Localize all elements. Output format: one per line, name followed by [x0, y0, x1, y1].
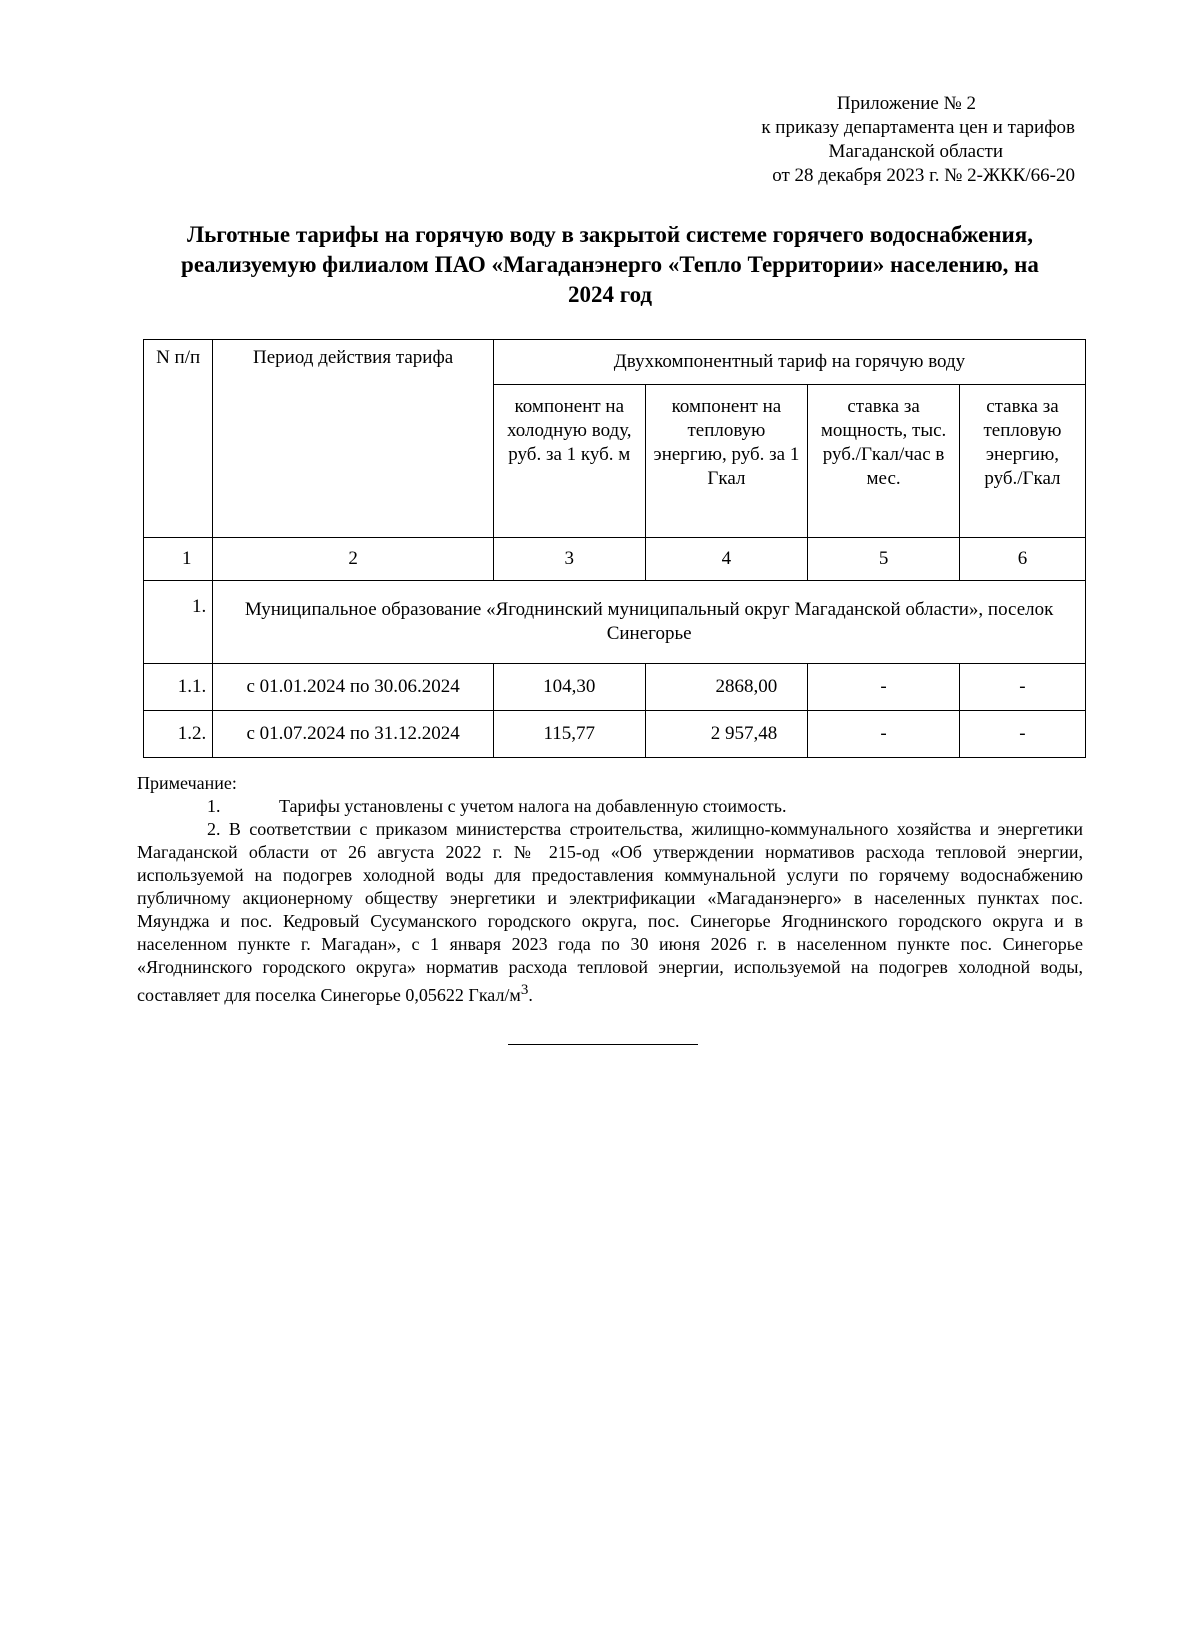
notes-label: Примечание:: [137, 773, 237, 793]
note-item-2-superscript: 3: [520, 982, 529, 998]
appendix-line-3: Магаданской области: [828, 141, 1003, 162]
section-title: Муниципальное образование «Ягоднинский муниципальный округ Магаданской области», поселок Синегорье: [213, 581, 1086, 664]
row-cold-water-value: 115,77: [493, 711, 645, 758]
note-item-2-end: .: [528, 985, 533, 1005]
column-number: 5: [808, 538, 960, 581]
column-number: 2: [213, 538, 494, 581]
row-number: 1.1.: [144, 664, 213, 711]
column-number: 6: [959, 538, 1085, 581]
header-energy-rate: ставка за тепловую энергию, руб./Гкал: [959, 385, 1085, 538]
note-item-1: [137, 795, 1083, 818]
row-energy-rate-value: -: [959, 711, 1085, 758]
row-period: с 01.01.2024 по 30.06.2024: [213, 664, 494, 711]
header-cold-water: компонент на холодную воду, руб. за 1 куб. м: [493, 385, 645, 538]
column-number: 1: [144, 538, 213, 581]
header-capacity-rate: ставка за мощность, тыс. руб./Гкал/час в мес.: [808, 385, 960, 538]
header-num: N п/п: [144, 340, 213, 538]
notes-section: [137, 772, 1083, 1007]
closing-rule: [508, 1044, 698, 1045]
row-capacity-rate-value: -: [808, 664, 960, 711]
row-period: с 01.07.2024 по 31.12.2024: [213, 711, 494, 758]
appendix-line-4: от 28 декабря 2023 г. № 2-ЖКК/66-20: [772, 165, 1075, 186]
row-number: 1.2.: [144, 711, 213, 758]
appendix-line-2: к приказу департамента цен и тарифов: [761, 117, 1075, 138]
row-energy-rate-value: -: [959, 664, 1085, 711]
row-heat-energy-value: 2868,00: [645, 664, 808, 711]
column-number: 4: [645, 538, 808, 581]
section-row: [144, 581, 1086, 664]
document-title: Льготные тарифы на горячую воду в закрытой системе горячего водоснабжения, реализуемую филиалом ПАО «Магаданэнерго «Тепло Территории» населению, на 2024 год: [181, 222, 1039, 307]
tariff-table: [143, 339, 1086, 758]
column-number: 3: [493, 538, 645, 581]
note-item-1-number: 1.: [207, 796, 221, 816]
header-heat-energy: компонент на тепловую энергию, руб. за 1 Гкал: [645, 385, 808, 538]
note-item-2-text: 2. В соответствии с приказом министерства строительства, жилищно-коммунального хозяйства и энергетики Магаданской области от 26 августа 2022 г. № 215-од «Об утверждении нормативов расхода тепловой энергии, используемой на подогрев холодной воды для предоставления коммунальной услуги по горячему водоснабжению публичному акционерному обществу энергетики и электрификации «Магаданэнерго» в населенных пунктах пос. Мяунджа и пос. Кедровый Сусуманского городского округа, пос. Синегорье Ягоднинского городского округа и в населенном пункте г. Магадан», с 1 января 2023 года по 30 июня 2026 г. в населенном пункте пос. Синегорье «Ягоднинского городского округа» норматив расхода тепловой энергии, используемой на подогрев холодной воды, составляет для поселка Синегорье 0,05622 Гкал/м: [137, 819, 1083, 1005]
table-header-row: [144, 340, 1086, 385]
appendix-header: [655, 92, 1075, 188]
table-row: [144, 711, 1086, 758]
note-item-2: [137, 818, 1083, 1007]
table-row: [144, 664, 1086, 711]
section-number: 1.: [144, 581, 213, 664]
column-number-row: [144, 538, 1086, 581]
row-cold-water-value: 104,30: [493, 664, 645, 711]
header-period: Период действия тарифа: [213, 340, 494, 538]
row-heat-energy-value: 2 957,48: [645, 711, 808, 758]
header-two-component: Двухкомпонентный тариф на горячую воду: [493, 340, 1085, 385]
appendix-line-1: Приложение № 2: [836, 93, 976, 114]
note-item-1-text: Тарифы установлены с учетом налога на добавленную стоимость.: [279, 796, 787, 816]
row-capacity-rate-value: -: [808, 711, 960, 758]
